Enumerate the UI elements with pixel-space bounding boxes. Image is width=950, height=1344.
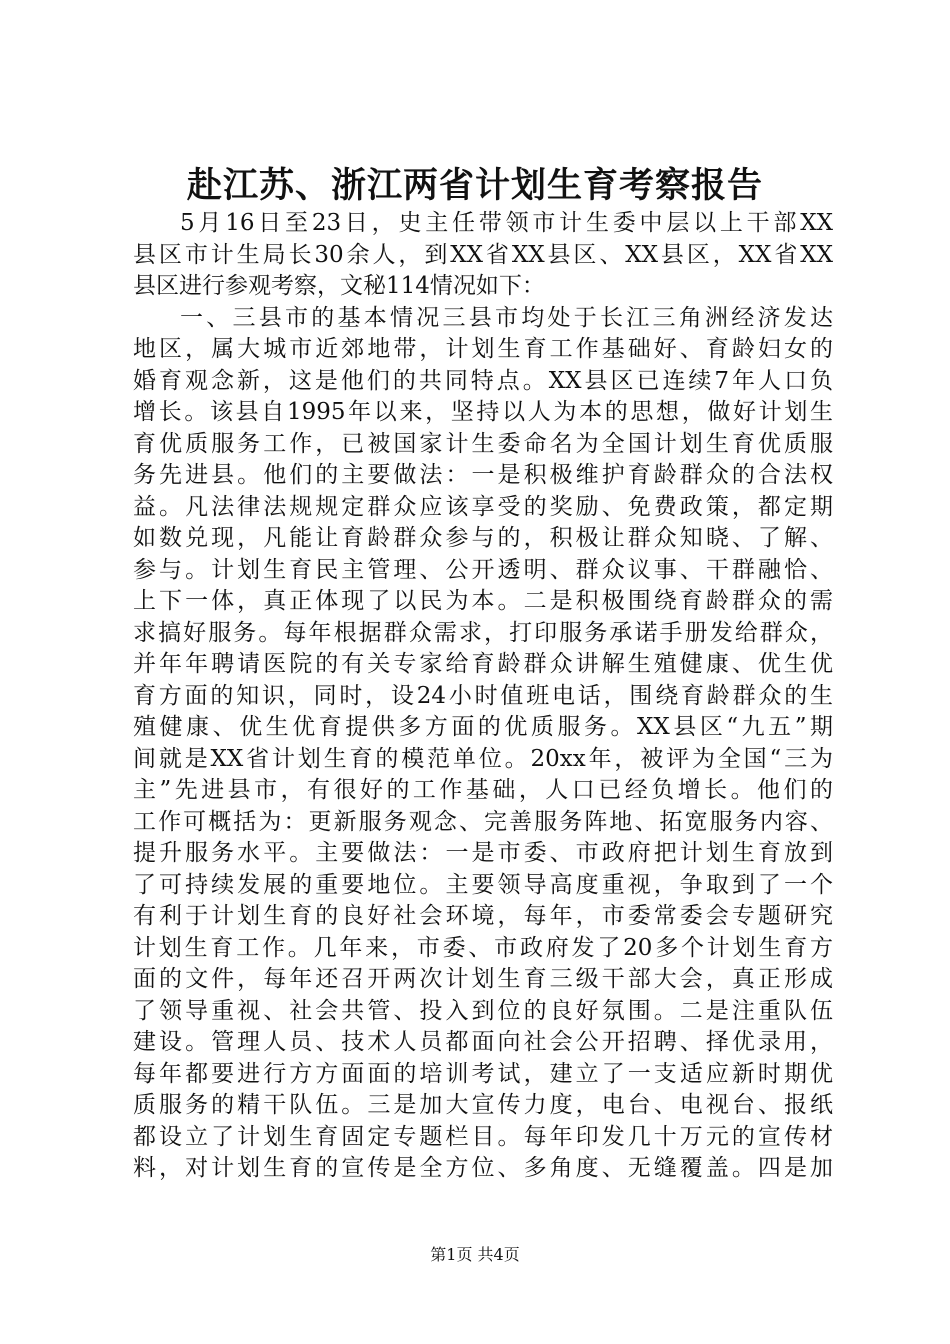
text-line: 务先进县。他们的主要做法：一是积极维护育龄群众的合法权 [133,462,833,488]
text-line: 育优质服务工作，已被国家计生委命名为全国计划生育优质服 [133,430,833,457]
text-line: 都设立了计划生育固定专题栏目。每年印发几十万元的宣传材 [133,1123,833,1150]
text-line: 5月16日至23日，史主任带领市计生委中层以上干部XX [180,210,833,236]
text-line: 了可持续发展的重要地位。主要领导高度重视，争取到了一个 [133,871,833,898]
text-line: 增长。该县自1995年以来，坚持以人为本的思想，做好计划生 [133,399,833,425]
text-line: 县区市计生局长30余人，到XX省XX县区、XX县区，XX省XX [133,241,833,268]
document-title: 赴江苏、浙江两省计划生育考察报告 [186,166,763,206]
text-line: 并年年聘请医院的有关专家给育龄群众讲解生殖健康、优生优 [133,651,833,677]
text-line: 提升服务水平。主要做法：一是市委、市政府把计划生育放到 [133,840,833,866]
text-line: 上下一体，真正体现了以民为本。二是积极围绕育龄群众的需 [133,588,833,614]
text-line: 殖健康、优生优育提供多方面的优质服务。XX县区“九五”期 [133,714,833,740]
text-line: 计划生育工作。几年来，市委、市政府发了20多个计划生育方 [133,934,833,961]
text-line: 一、三县市的基本情况三县市均处于长江三角洲经济发达 [180,304,833,331]
text-line: 料，对计划生育的宣传是全方位、多角度、无缝覆盖。四是加 [133,1155,833,1181]
text-line: 有利于计划生育的良好社会环境，每年，市委常委会专题研究 [133,903,833,929]
text-line: 参与。计划生育民主管理、公开透明、群众议事、干群融恰、 [133,556,833,583]
text-line: 建设。管理人员、技术人员都面向社会公开招聘、择优录用， [133,1029,833,1055]
text-line: 面的文件，每年还召开两次计划生育三级干部大会，真正形成 [133,966,833,992]
text-line: 主”先进县市，有很好的工作基础，人口已经负增长。他们的 [133,777,833,803]
text-line: 如数兑现，凡能让育龄群众参与的，积极让群众知晓、了解、 [133,525,833,551]
text-line: 工作可概括为：更新服务观念、完善服务阵地、拓宽服务内容、 [133,808,833,835]
text-line: 间就是XX省计划生育的模范单位。20xx年，被评为全国“三为 [133,745,833,772]
text-line: 县区进行参观考察，文秘114情况如下： [133,273,545,299]
text-line: 地区，属大城市近郊地带，计划生育工作基础好、育龄妇女的 [133,336,833,362]
text-line: 益。凡法律法规规定群众应该享受的奖励、免费政策，都定期 [133,493,833,520]
page-footer: 第1页 共4页 [430,1245,520,1264]
text-line: 育方面的知识，同时，设24小时值班电话，围绕育龄群众的生 [133,682,833,709]
text-line: 求搞好服务。每年根据群众需求，打印服务承诺手册发给群众， [133,619,833,646]
text-line: 质服务的精干队伍。三是加大宣传力度，电台、电视台、报纸 [133,1092,833,1118]
text-line: 每年都要进行方方面面的培训考试，建立了一支适应新时期优 [133,1060,833,1087]
document-body [133,208,833,1185]
text-line: 了领导重视、社会共管、投入到位的良好氛围。二是注重队伍 [133,997,833,1024]
text-line: 婚育观念新，这是他们的共同特点。XX县区已连续7年人口负 [133,367,833,394]
